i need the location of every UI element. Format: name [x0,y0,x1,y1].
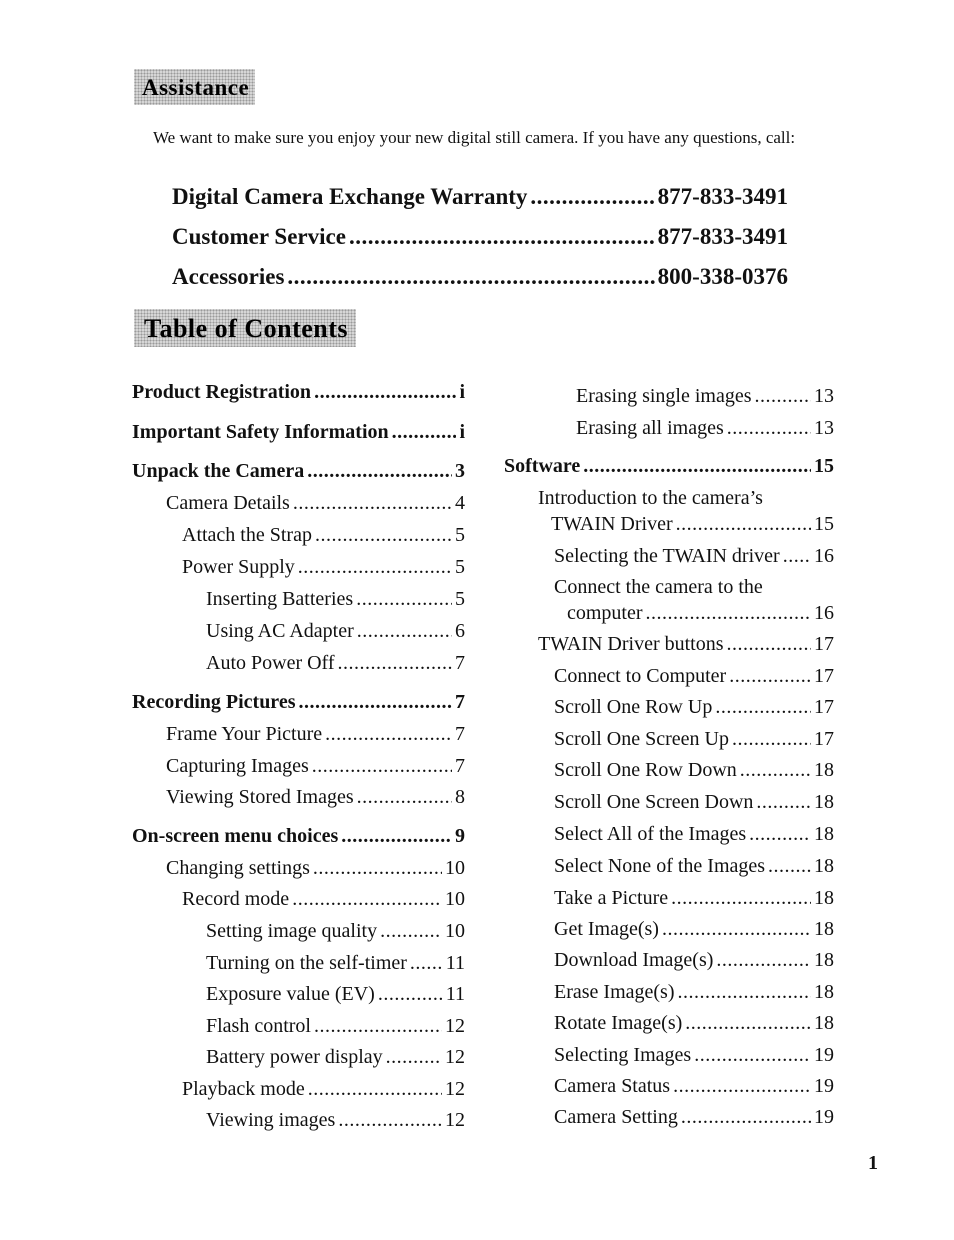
toc-entry-label: Get Image(s) [554,918,659,940]
toc-entry-label: Changing settings [166,857,310,879]
toc-entry-page: 10 [445,888,465,910]
toc-entry-label: Connect to Computer [554,665,727,687]
toc-entry-label: Erase Image(s) [554,981,675,1003]
toc-entry-label: Inserting Batteries [206,588,354,610]
toc-entry [554,916,834,942]
leader-dots [678,979,812,1005]
toc-entry-page: 18 [814,887,834,909]
leader-dots [783,543,811,569]
leader-dots [338,1107,442,1133]
toc-entry-label: Scroll One Row Down [554,759,737,781]
toc-entry-page: 17 [814,665,834,687]
toc-entry-page: 9 [455,825,465,847]
leader-dots [715,694,811,720]
toc-entry [538,485,834,537]
toc-entry-page: 12 [445,1078,465,1100]
toc-entry [554,1010,834,1036]
toc-entry [206,1013,465,1039]
contact-accessories [172,264,788,290]
toc-entry-page: 11 [445,952,465,974]
leader-dots [357,618,452,644]
toc-entry-label: Product Registration [132,381,312,403]
toc-entry-page: 16 [814,602,834,624]
contact-phone: 800-338-0376 [657,264,788,289]
toc-entry-page: 19 [814,1075,834,1097]
toc-entry-label: Important Safety Information [132,421,389,443]
toc-entry [132,458,465,484]
leader-dots [392,419,457,445]
leader-dots [386,1044,442,1070]
contact-warranty [172,184,788,210]
toc-entry-page: 8 [455,786,465,808]
toc-entry-page: 18 [814,759,834,781]
leader-dots [755,383,811,409]
toc-heading: Table of Contents [134,309,356,347]
leader-dots [681,1104,811,1130]
leader-dots [380,918,442,944]
toc-entry [554,979,834,1005]
toc-entry [576,383,834,409]
toc-entry-page: 19 [814,1044,834,1066]
leader-dots [583,453,811,479]
toc-entry-label: Take a Picture [554,887,669,909]
toc-entry-page: 18 [814,791,834,813]
toc-entry [206,1044,465,1070]
toc-entry [554,543,834,569]
toc-entry-page: 7 [455,691,465,713]
toc-entry [206,950,465,976]
toc-entry-label: Select All of the Images [554,823,747,845]
leader-dots [662,916,811,942]
toc-entry-page: 10 [445,920,465,942]
toc-entry-label: Playback mode [182,1078,305,1100]
toc-entry-page: 18 [814,981,834,1003]
leader-dots [768,853,811,879]
leader-dots [308,1076,442,1102]
toc-entry-label: Frame Your Picture [166,723,323,745]
toc-entry [166,753,465,779]
toc-entry [132,823,465,849]
toc-entry-label: Power Supply [182,556,295,578]
leader-dots [673,1073,811,1099]
toc-entry-page: 6 [455,620,465,642]
toc-entry [554,885,834,911]
toc-entry [206,1107,465,1133]
toc-entry-page: 16 [814,545,834,567]
toc-entry-label: Recording Pictures [132,691,296,713]
toc-entry-label: Connect the camera to the [554,576,763,598]
toc-entry-page: 7 [455,652,465,674]
leader-dots [357,784,452,810]
toc-entry [538,631,834,657]
toc-entry [166,721,465,747]
toc-entry [132,419,465,445]
toc-entry [206,918,465,944]
contact-label: Customer Service [172,224,346,249]
toc-entry-page: 11 [445,983,465,1005]
toc-entry-label: Viewing Stored Images [166,786,354,808]
toc-entry-label-continued: TWAIN Driver [551,513,673,535]
toc-entry-label: Exposure value (EV) [206,983,375,1005]
leader-dots [729,663,811,689]
toc-entry-page: 12 [445,1015,465,1037]
toc-entry-page: 17 [814,633,834,655]
toc-entry-page: 7 [455,723,465,745]
toc-entry-label: Camera Setting [554,1106,678,1128]
assistance-intro: We want to make sure you enjoy your new digital still camera. If you have any questions, call: [153,128,796,147]
toc-entry-page: 7 [455,755,465,777]
leader-dots [530,184,654,210]
toc-entry-label: Download Image(s) [554,949,714,971]
toc-entry-label-continued: computer [567,602,643,624]
leader-dots [749,821,811,847]
toc-entry-label: Scroll One Row Up [554,696,713,718]
toc-entry [554,1073,834,1099]
toc-entry-page: i [459,381,465,403]
toc-entry-label: Capturing Images [166,755,309,777]
toc-entry-label: Battery power display [206,1046,383,1068]
toc-entry-page: 3 [455,460,465,482]
toc-entry [166,490,465,516]
toc-entry-label: Auto Power Off [206,652,335,674]
toc-entry-page: 5 [455,524,465,546]
contact-phone: 877-833-3491 [657,224,788,249]
toc-entry [182,1076,465,1102]
toc-entry-page: 12 [445,1046,465,1068]
toc-entry-page: 19 [814,1106,834,1128]
toc-entry [554,663,834,689]
toc-entry [554,1104,834,1130]
leader-dots [315,522,452,548]
toc-entry-label: Rotate Image(s) [554,1012,683,1034]
toc-entry-page: 13 [814,417,834,439]
leader-dots [314,1013,442,1039]
toc-entry-label: On-screen menu choices [132,825,339,847]
toc-entry [504,453,834,479]
toc-entry [554,726,834,752]
toc-entry [554,947,834,973]
toc-entry-page: 18 [814,918,834,940]
toc-entry-label: Flash control [206,1015,311,1037]
toc-entry-page: 13 [814,385,834,407]
contact-label: Accessories [172,264,285,289]
leader-dots [740,757,811,783]
toc-entry-label: Using AC Adapter [206,620,354,642]
leader-dots [325,721,452,747]
toc-entry-page: 10 [445,857,465,879]
toc-entry-label: Record mode [182,888,290,910]
leader-dots [312,753,452,779]
leader-dots [313,855,442,881]
toc-entry-page: 18 [814,823,834,845]
contact-label: Digital Camera Exchange Warranty [172,184,528,209]
leader-dots [732,726,811,752]
toc-entry-label: Select None of the Images [554,855,766,877]
toc-entry-label: Erasing single images [576,385,752,407]
leader-dots [410,950,443,976]
toc-entry-label: Introduction to the camera’s [538,487,763,509]
leader-dots [727,415,811,441]
toc-entry-label: Camera Status [554,1075,671,1097]
toc-entry-label: Scroll One Screen Up [554,728,729,750]
toc-entry [206,586,465,612]
toc-entry-page: 17 [814,728,834,750]
leader-dots [341,823,452,849]
toc-entry-page: 12 [445,1109,465,1131]
assistance-heading: Assistance [134,69,255,105]
leader-dots [293,490,452,516]
leader-dots [298,554,452,580]
toc-entry-page: 5 [455,556,465,578]
toc-entry [182,522,465,548]
leader-dots [378,981,443,1007]
contact-phone: 877-833-3491 [657,184,788,209]
leader-dots [338,650,452,676]
toc-entry [554,821,834,847]
leader-dots [307,458,452,484]
toc-entry-label: Attach the Strap [182,524,312,546]
toc-entry [554,757,834,783]
leader-dots [356,586,452,612]
toc-entry [182,886,465,912]
toc-entry-page: 18 [814,855,834,877]
toc-entry [206,618,465,644]
toc-entry [182,554,465,580]
leader-dots [671,885,811,911]
leader-dots [299,689,453,715]
leader-dots [727,631,811,657]
leader-dots [349,224,655,250]
leader-dots [756,789,811,815]
toc-entry-label: Viewing images [206,1109,336,1131]
toc-entry [554,694,834,720]
toc-entry [166,855,465,881]
toc-entry [576,415,834,441]
page-number: 1 [868,1152,878,1174]
toc-entry-page: 4 [455,492,465,514]
toc-entry [554,853,834,879]
toc-entry-label: Software [504,455,581,477]
toc-entry-label: Turning on the self-timer [206,952,407,974]
leader-dots [676,511,811,537]
toc-entry-label: Erasing all images [576,417,724,439]
toc-entry-page: 18 [814,949,834,971]
leader-dots [314,379,456,405]
toc-entry [166,784,465,810]
contact-customer-service [172,224,788,250]
toc-entry-label: Selecting Images [554,1044,692,1066]
toc-entry [554,789,834,815]
toc-entry-label: Unpack the Camera [132,460,305,482]
toc-entry [206,981,465,1007]
leader-dots [716,947,811,973]
leader-dots [646,600,811,626]
toc-entry-page: 18 [814,1012,834,1034]
leader-dots [292,886,442,912]
toc-entry-page: 17 [814,696,834,718]
toc-entry-label: Camera Details [166,492,290,514]
leader-dots [287,264,654,290]
toc-entry [206,650,465,676]
toc-entry [132,689,465,715]
leader-dots [685,1010,811,1036]
toc-entry-page: i [459,421,465,443]
toc-entry [132,379,465,405]
toc-entry-label: Selecting the TWAIN driver [554,545,780,567]
toc-entry-page: 15 [814,513,834,535]
toc-entry-page: 5 [455,588,465,610]
toc-entry-label: Scroll One Screen Down [554,791,754,813]
toc-entry-label: TWAIN Driver buttons [538,633,724,655]
leader-dots [694,1042,811,1068]
toc-entry [554,574,834,626]
toc-entry-label: Setting image quality [206,920,378,942]
toc-entry-page: 15 [814,455,834,477]
toc-entry [554,1042,834,1068]
